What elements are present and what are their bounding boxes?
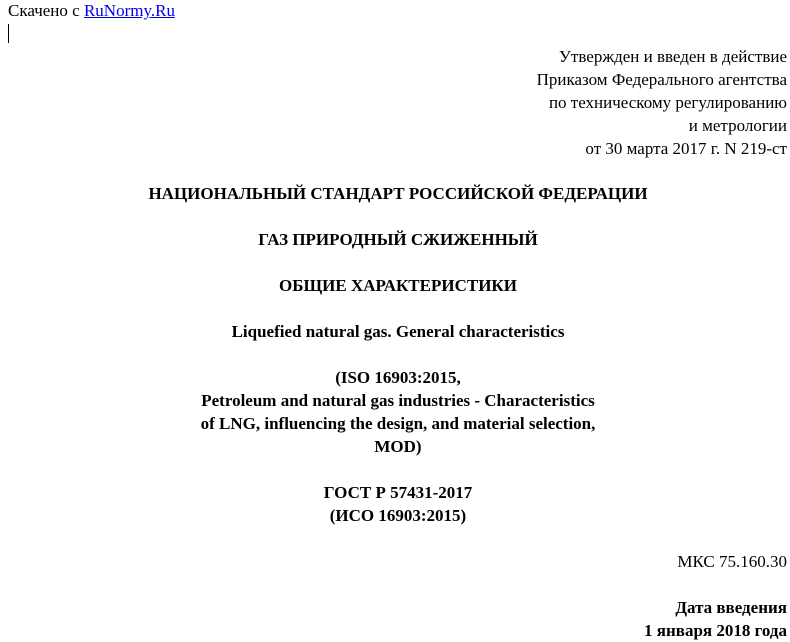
iso-reference (0, 366, 790, 458)
approval-line-3: по техническому регулированию (548, 93, 787, 112)
effective-date-block (644, 596, 787, 642)
iso-line-4: MOD) (374, 437, 422, 456)
iso-line-1: (ISO 16903:2015, (335, 368, 461, 387)
approval-line-5: от 30 марта 2017 г. N 219-ст (585, 139, 787, 158)
gost-designation (0, 481, 790, 527)
iso-line-3: of LNG, influencing the design, and material selection, (200, 414, 596, 433)
approval-block (537, 45, 787, 160)
document-subtitle-ru: ОБЩИЕ ХАРАКТЕРИСТИКИ (279, 276, 517, 295)
approval-line-4: и метрологии (688, 116, 787, 135)
mks-code: МКС 75.160.30 (677, 552, 787, 571)
document-name-ru: ГАЗ ПРИРОДНЫЙ СЖИЖЕННЫЙ (258, 230, 538, 249)
gost-iso-number: (ИСО 16903:2015) (329, 506, 467, 525)
approval-line-2: Приказом Федерального агентства (536, 70, 787, 89)
source-prefix: Скачено с (8, 1, 80, 20)
iso-line-2: Petroleum and natural gas industries - Characteristics (201, 391, 595, 410)
gost-number: ГОСТ Р 57431-2017 (323, 483, 473, 502)
source-line (8, 1, 175, 21)
effective-label: Дата введения (675, 598, 787, 617)
standard-heading: НАЦИОНАЛЬНЫЙ СТАНДАРТ РОССИЙСКОЙ ФЕДЕРАЦИИ (148, 184, 648, 203)
approval-line-1: Утвержден и введен в действие (558, 47, 787, 66)
text-cursor (8, 24, 9, 43)
runormy-link[interactable]: RuNormy.Ru (83, 1, 175, 20)
effective-date: 1 января 2018 года (644, 621, 787, 640)
document-name-en: Liquefied natural gas. General characteristics (231, 322, 565, 341)
